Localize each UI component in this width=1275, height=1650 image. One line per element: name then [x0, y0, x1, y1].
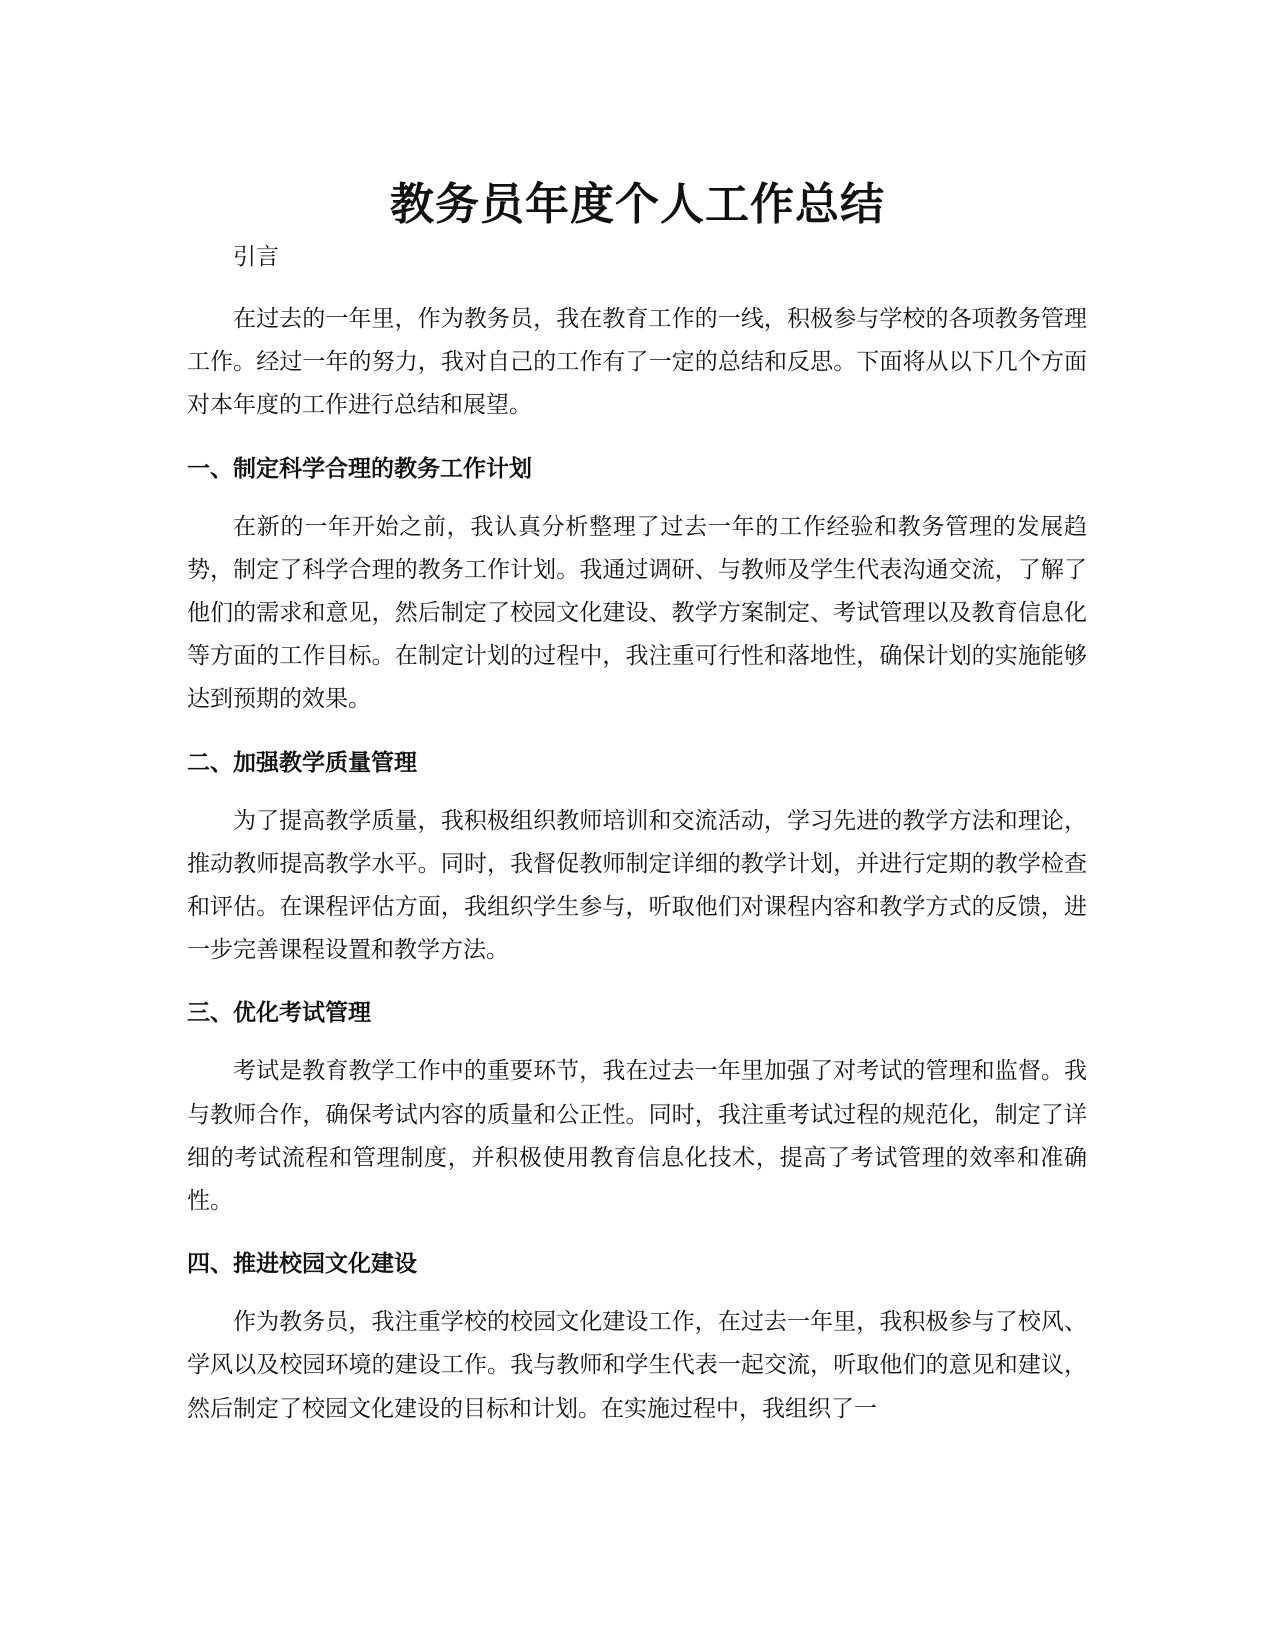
section-paragraph-campus-culture: 作为教务员，我注重学校的校园文化建设工作，在过去一年里，我积极参与了校风、学风以及校园环境的建设工作。我与教师和学生代表一起交流，听取他们的意见和建议，然后制定了校园文化建设的目标和计划。在实施过程中，我组织了一: [187, 1309, 1087, 1422]
section-paragraph-exam-management: 考试是教育教学工作中的重要环节，我在过去一年里加强了对考试的管理和监督。我与教师合作，确保考试内容的质量和公正性。同时，我注重考试过程的规范化，制定了详细的考试流程和管理制度，并积极使用教育信息化技术，提高了考试管理的效率和准确性。: [187, 1058, 1087, 1215]
intro-paragraph: 在过去的一年里，作为教务员，我在教育工作的一线，积极参与学校的各项教务管理工作。经过一年的努力，我对自己的工作有了一定的总结和反思。下面将从以下几个方面对本年度的工作进行总结和展望。: [187, 306, 1087, 419]
section-heading-teaching-quality: 二、加强教学质量管理: [187, 749, 417, 776]
intro-label: 引言: [233, 244, 279, 270]
section-heading-exam-management: 三、优化考试管理: [187, 1000, 371, 1027]
section-heading-plan: 一、制定科学合理的教务工作计划: [187, 455, 532, 482]
document-body: [187, 236, 1087, 1431]
page-title: 教务员年度个人工作总结: [390, 179, 885, 231]
section-paragraph-teaching-quality: 为了提高教学质量，我积极组织教师培训和交流活动，学习先进的教学方法和理论，推动教师提高教学水平。同时，我督促教师制定详细的教学计划，并进行定期的教学检查和评估。在课程评估方面，我组织学生参与，听取他们对课程内容和教学方式的反馈，进一步完善课程设置和教学方法。: [187, 807, 1087, 964]
section-paragraph-plan: 在新的一年开始之前，我认真分析整理了过去一年的工作经验和教务管理的发展趋势，制定了科学合理的教务工作计划。我通过调研、与教师及学生代表沟通交流，了解了他们的需求和意见，然后制定了校园文化建设、教学方案制定、考试管理以及教育信息化等方面的工作目标。在制定计划的过程中，我注重可行性和落地性，确保计划的实施能够达到预期的效果。: [187, 513, 1087, 713]
section-heading-campus-culture: 四、推进校园文化建设: [187, 1251, 417, 1278]
